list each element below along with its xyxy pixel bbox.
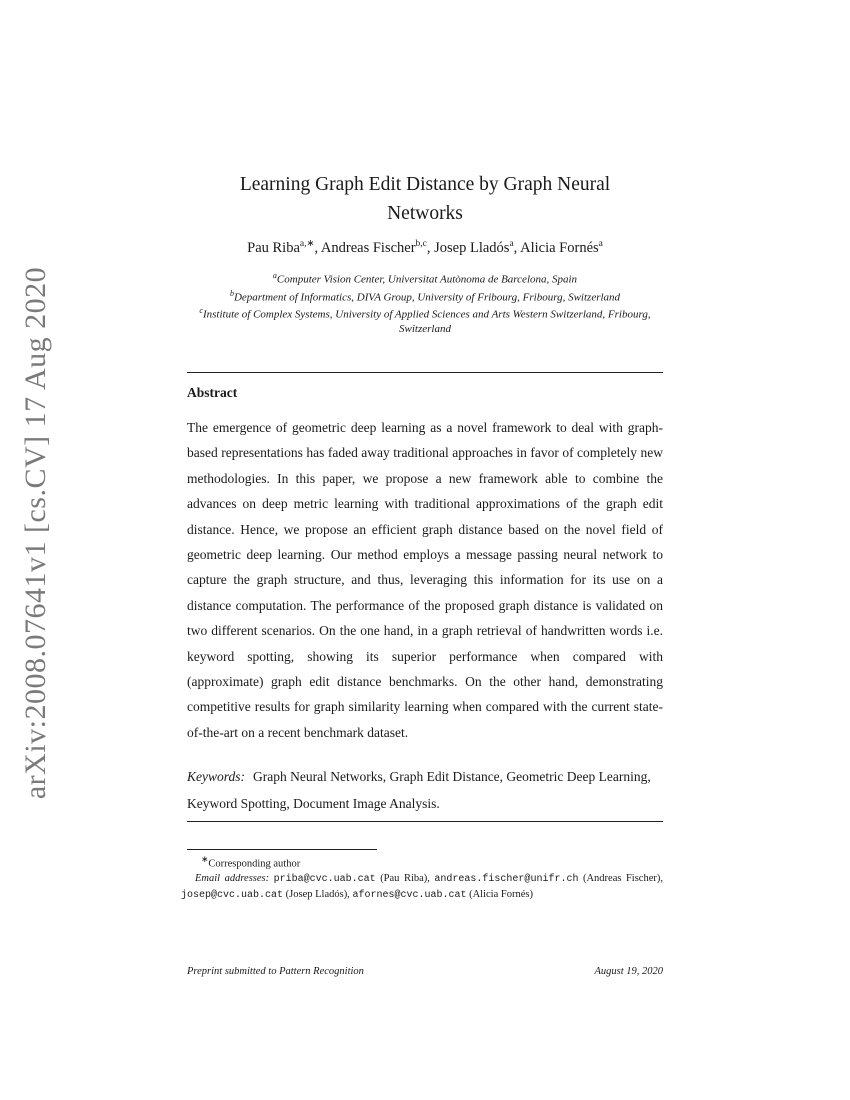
affil-mark: a	[272, 271, 277, 280]
paper-title	[187, 170, 663, 228]
author-affil-mark: a,∗	[299, 239, 315, 249]
title-line-2: Networks	[387, 203, 463, 224]
affil-text: Institute of Complex Systems, University of Applied Sciences and Arts Western Switzerland, Fribourg, Switzerland	[202, 308, 651, 335]
affiliation-a	[187, 269, 663, 287]
email-owner: (Pau Riba),	[380, 873, 430, 884]
arxiv-stamp-text: arXiv:2008.07641v1 [cs.CV] 17 Aug 2020	[19, 266, 53, 800]
email-link[interactable]: andreas.fischer@unifr.ch	[434, 874, 579, 885]
author-affil-mark: a	[598, 239, 603, 249]
corresponding-text: Corresponding author	[208, 858, 301, 870]
affiliation-c	[187, 304, 663, 336]
corresponding-author-note	[187, 852, 663, 872]
preprint-note: Preprint submitted to Pattern Recognition	[187, 966, 364, 977]
author-list: Pau Riba$^{a,∗}$, Andreas Fischer$^{b,c}$, Josep Lladós$^a$, Alicia Fornés$^a$	[247, 239, 603, 256]
arxiv-stamp	[14, 266, 58, 800]
email-owner: (Andreas Fischer),	[582, 873, 663, 884]
title-line-1: Learning Graph Edit Distance by Graph Neural	[239, 174, 611, 195]
footnote-rule	[187, 849, 377, 850]
author-name: Pau Riba	[247, 239, 300, 256]
email-owner: (Josep Lladós),	[285, 888, 350, 900]
email-label: Email addresses:	[195, 873, 270, 884]
keywords-label: Keywords:	[187, 769, 245, 784]
email-link[interactable]: josep@cvc.uab.cat	[181, 889, 284, 901]
affil-mark: b	[229, 288, 234, 298]
email-link[interactable]: afornes@cvc.uab.cat	[352, 889, 467, 901]
abstract-bottom-rule	[187, 821, 663, 822]
email-link[interactable]: priba@cvc.uab.cat	[273, 874, 376, 885]
submission-date: August 19, 2020	[594, 966, 663, 977]
abstract-top-rule	[187, 372, 663, 373]
email-addresses	[181, 872, 663, 903]
footnote-mark: ∗	[201, 854, 209, 864]
abstract-heading: Abstract	[187, 385, 238, 400]
affil-text: Department of Informatics, DIVA Group, University of Fribourg, Fribourg, Switzerland	[233, 291, 621, 304]
page-footer	[187, 966, 663, 977]
keywords-text: Graph Neural Networks, Graph Edit Distance, Geometric Deep Learning, Keyword Spotting, Document Image Analysis.	[187, 769, 651, 811]
affil-mark: c	[199, 306, 203, 316]
keywords	[187, 763, 663, 817]
footnote	[181, 852, 663, 903]
abstract-body: The emergence of geometric deep learning as a novel framework to deal with graph-based representations has faded away traditional approaches in favor of completely new methodologies. In this paper, we propose a new framework able to combine the advances on deep metric learning with traditional approximations of the graph edit distance. Hence, we propose an efficient graph distance based on the novel field of geometric deep learning. Our method employs a message passing neural network to capture the graph structure, and thus, leveraging this information for its use on a distance computation. The performance of the proposed graph distance is validated on two different scenarios. On the one hand, in a graph retrieval of handwritten words i.e. keyword spotting, showing its superior performance when compared with (approximate) graph edit distance benchmarks. On the other hand, demonstrating competitive results for graph similarity learning when compared with the current state-of-the-art on a recent benchmark dataset.	[187, 420, 663, 740]
affiliation-b	[187, 287, 663, 305]
email-owner: (Alicia Fornés)	[469, 888, 533, 900]
author-affil-mark: a	[509, 239, 514, 249]
author-name: Andreas Fischer	[320, 239, 416, 256]
author-name: Alicia Fornés	[520, 239, 599, 256]
author-affil-mark: b,c	[415, 239, 427, 249]
affiliations	[187, 269, 663, 336]
affil-text: Computer Vision Center, Universitat Autònoma de Barcelona, Spain	[276, 273, 578, 286]
author-name: Josep Lladós	[434, 239, 510, 256]
